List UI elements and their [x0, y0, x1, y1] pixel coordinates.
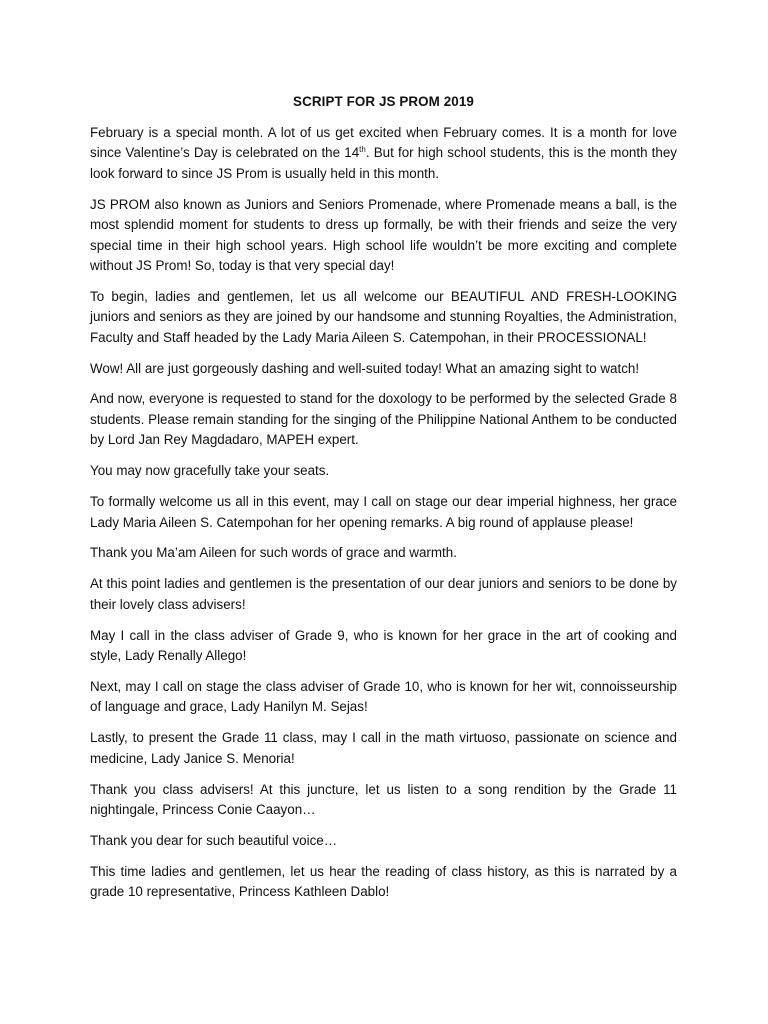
document-title: SCRIPT FOR JS PROM 2019	[293, 94, 474, 109]
paragraph: This time ladies and gentlemen, let us hear the reading of class history, as this is narrated by a grade 10 representative, Princess Kathleen Dablo!	[90, 863, 677, 900]
intro-text-end: . But for high school students, this is the month they look forward to since JS Prom is usually held in this month.	[90, 145, 677, 181]
paragraph: To formally welcome us all in this event, may I call on stage our dear imperial highness, her grace Lady Maria Aileen S. Catempohan for her opening remarks. A big round of applause please!	[90, 494, 677, 530]
paragraph: You may now gracefully take your seats.	[90, 463, 330, 479]
ordinal-superscript: th	[359, 145, 366, 155]
paragraph-intro	[90, 123, 677, 184]
paragraph: Wow! All are just gorgeously dashing and well-suited today! What an amazing sight to watch!	[90, 360, 640, 376]
paragraph: Thank you Ma’am Aileen for such words of grace and warmth.	[90, 545, 457, 561]
paragraph: Thank you dear for such beautiful voice…	[90, 832, 338, 848]
paragraph: To begin, ladies and gentlemen, let us all welcome our BEAUTIFUL AND FRESH-LOOKING juniors and seniors as they are joined by our handsome and stunning Royalties, the Administration, Faculty and Staff headed by the Lady Maria Aileen S. Catempohan, in their PROCESSIONAL!	[90, 288, 677, 345]
intro-text-start: February is a special month. A lot of us get excited when February comes. It is a month for love since Valentine’s Day is celebrated on the 14	[90, 125, 677, 161]
paragraph: Thank you class advisers! At this juncture, let us listen to a song rendition by the Grade 11 nightingale, Princess Conie Caayon…	[90, 781, 677, 817]
paragraph: And now, everyone is requested to stand for the doxology to be performed by the selected Grade 8 students. Please remain standing for the singing of the Philippine National Anthem to be conducted by Lord Jan Rey Magdadaro, MAPEH expert.	[90, 391, 677, 448]
paragraph: At this point ladies and gentlemen is the presentation of our dear juniors and seniors to be done by their lovely class advisers!	[90, 576, 677, 612]
paragraph: Lastly, to present the Grade 11 class, may I call in the math virtuoso, passionate on science and medicine, Lady Janice S. Menoria!	[90, 730, 677, 766]
paragraph: Next, may I call on stage the class adviser of Grade 10, who is known for her wit, connoisseurship of language and grace, Lady Hanilyn M. Sejas!	[90, 678, 677, 715]
paragraph: May I call in the class adviser of Grade 9, who is known for her grace in the art of cooking and style, Lady Renally Allego!	[90, 627, 677, 664]
paragraph: JS PROM also known as Juniors and Seniors Promenade, where Promenade means a ball, is the most splendid moment for students to dress up formally, be with their friends and seize the very special time in their high school years. High school life wouldn’t be more exciting and complete without JS Prom! So, today is that very special day!	[90, 196, 677, 273]
